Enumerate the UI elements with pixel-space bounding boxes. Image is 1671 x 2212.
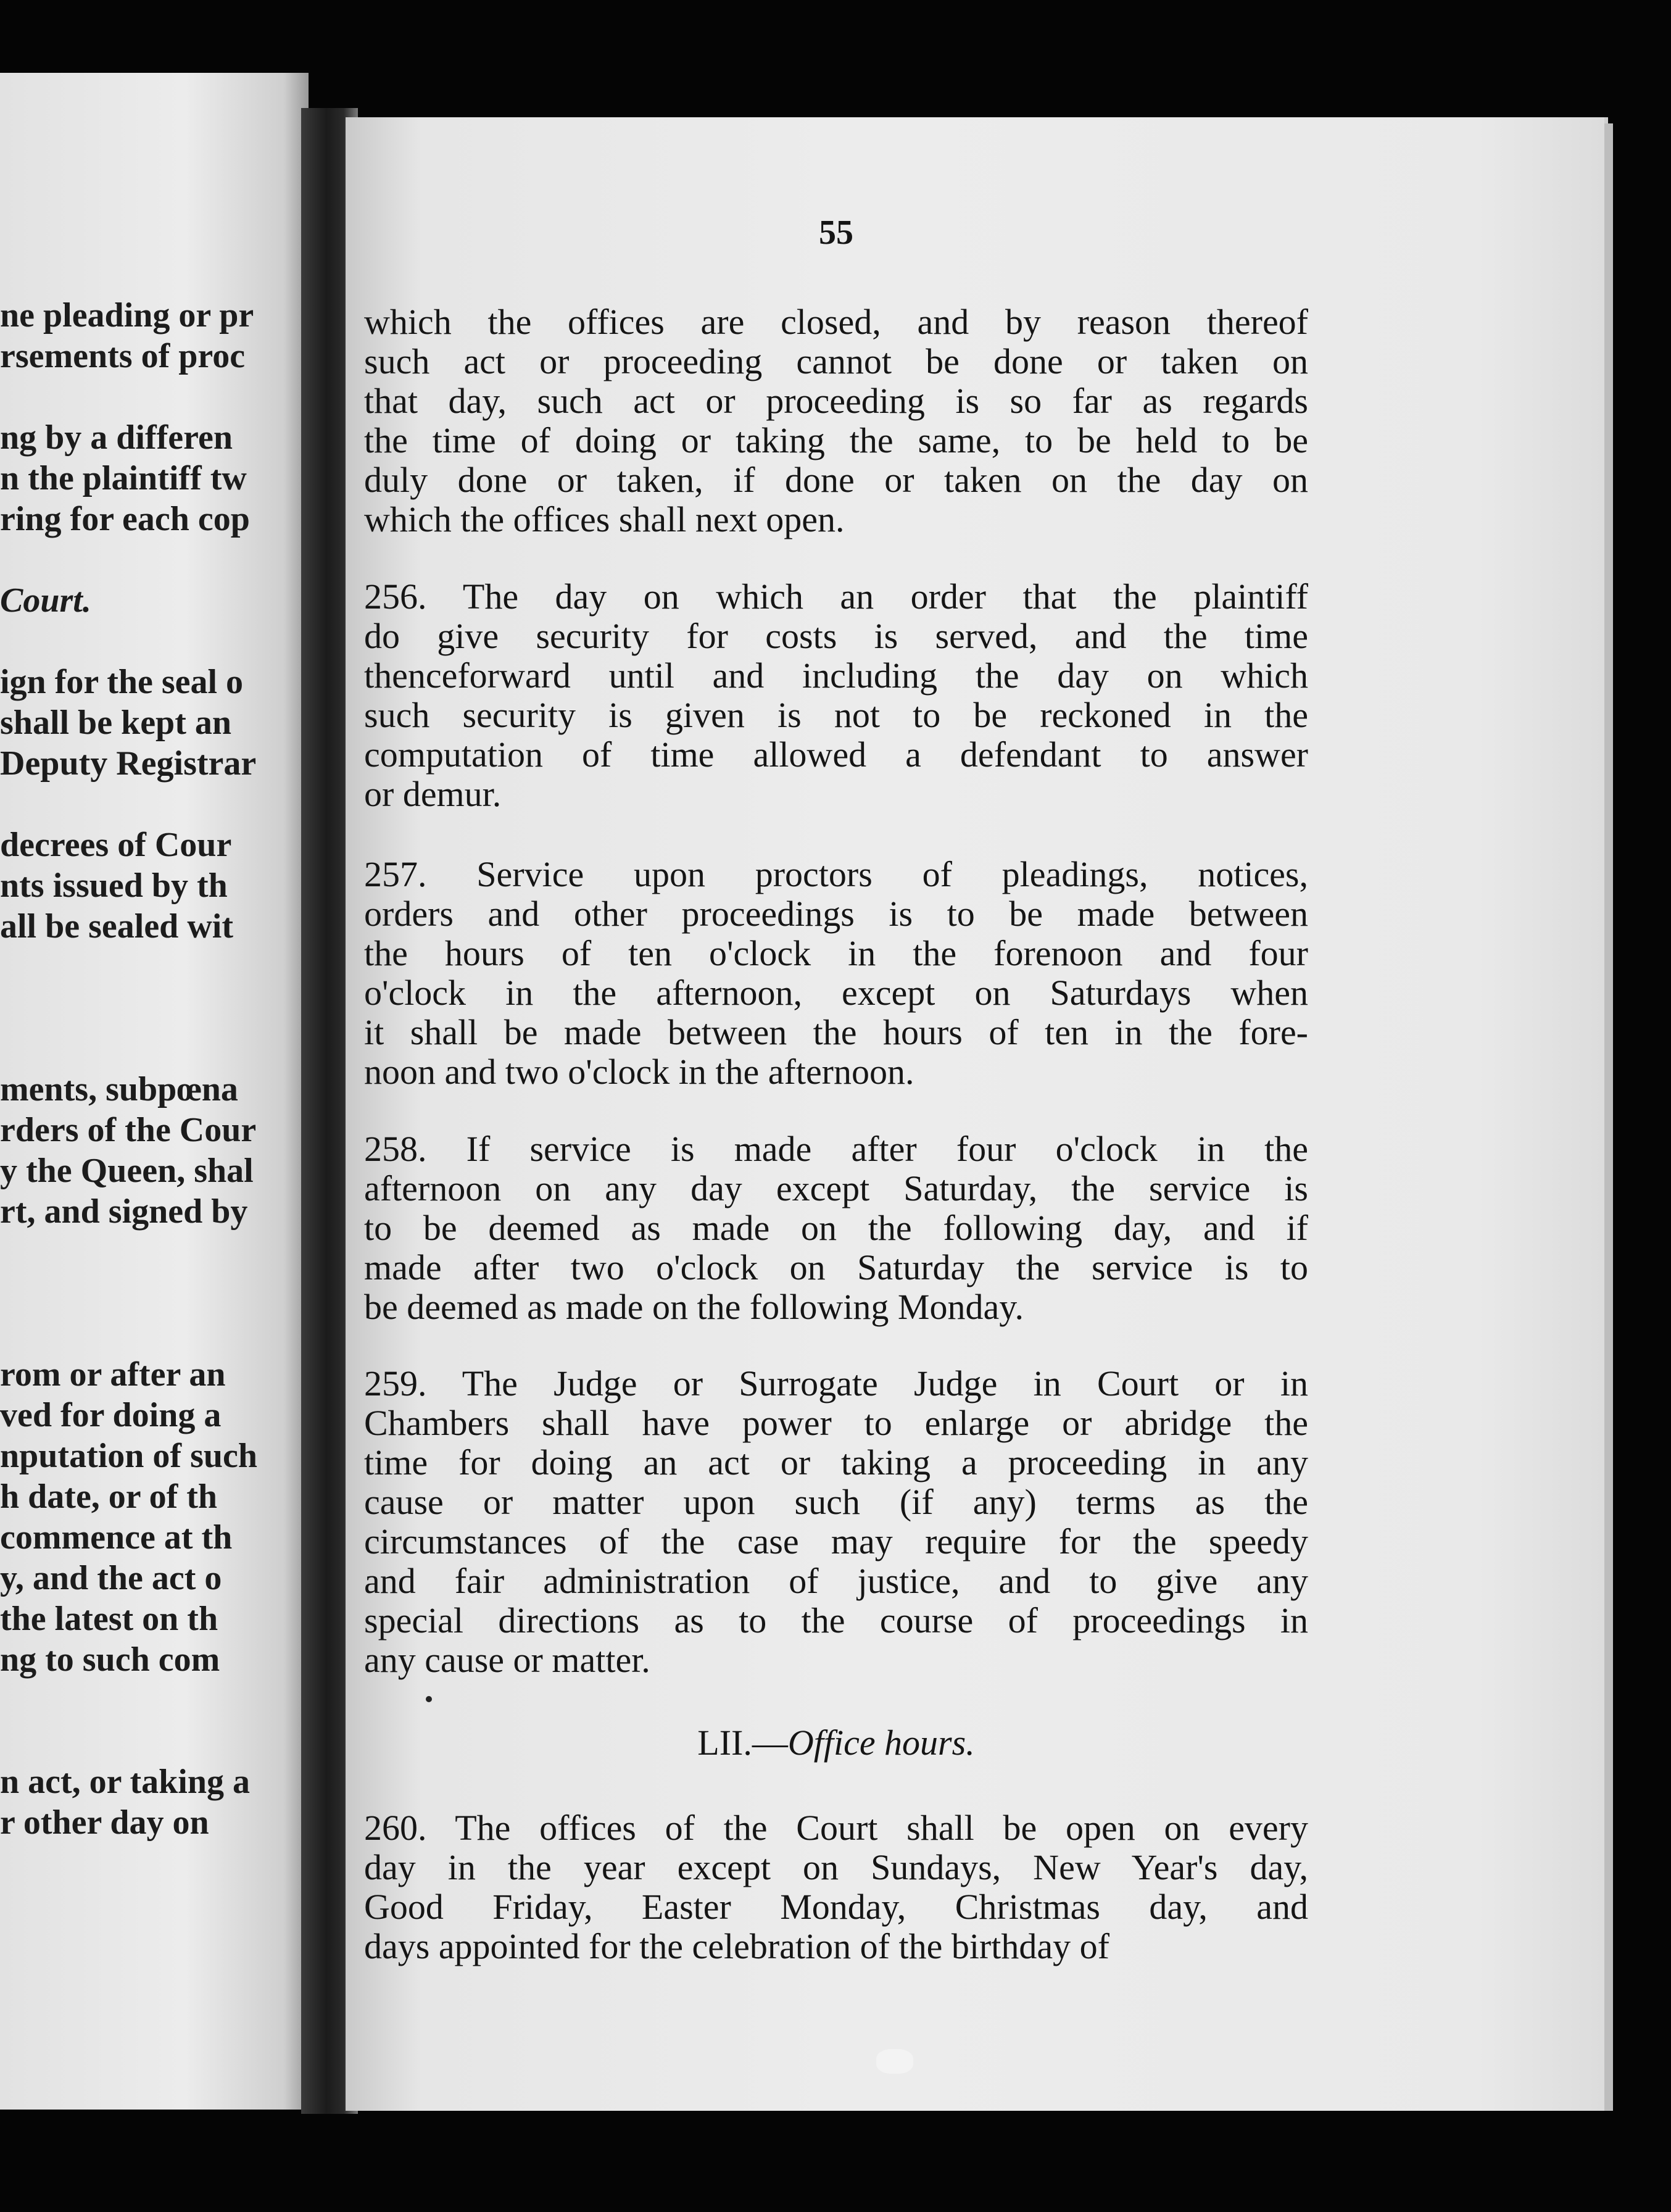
left-page-line: ng by a differen (0, 418, 233, 457)
left-page-line: ne pleading or pr (0, 296, 254, 335)
text-line: and fair administration of justice, and to give any (364, 1561, 1308, 1601)
text-line: 257. Service upon proctors of pleadings, notices, (364, 854, 1308, 894)
left-page-line: h date, or of th (0, 1478, 218, 1516)
left-page-line: rom or after an (0, 1355, 226, 1394)
left-page-line: rt, and signed by (0, 1192, 248, 1231)
left-page-line: shall be kept an (0, 704, 231, 742)
text-line: 258. If service is made after four o'clock in the (364, 1129, 1308, 1169)
left-page-line: ved for doing a (0, 1396, 222, 1434)
paragraph-259 (364, 1364, 1308, 1680)
paragraph-260 (364, 1808, 1308, 1966)
text-line: days appointed for the celebration of the birthday of (364, 1926, 1109, 1966)
facing-page-left (0, 73, 309, 2110)
text-line: that day, such act or proceeding is so far as regards (364, 381, 1308, 421)
text-line: time for doing an act or taking a proceeding in any (364, 1442, 1308, 1482)
left-page-line: Court. (0, 581, 91, 620)
text-line: which the offices are closed, and by reason thereof (364, 302, 1308, 342)
text-line: afternoon on any day except Saturday, the service is (364, 1168, 1308, 1208)
ink-speck (426, 1696, 432, 1702)
left-page-line: y the Queen, shal (0, 1152, 254, 1190)
left-page-line: ign for the seal o (0, 663, 244, 701)
left-page-line: the latest on th (0, 1600, 218, 1638)
page-number: 55 (819, 214, 853, 252)
text-line: day in the year except on Sundays, New Year's day, (364, 1847, 1308, 1887)
left-page-line: ng to such com (0, 1640, 220, 1679)
text-line: 260. The offices of the Court shall be open on every (364, 1808, 1308, 1848)
text-line: orders and other proceedings is to be made between (364, 894, 1308, 934)
left-page-line: Deputy Registrar (0, 744, 257, 783)
left-page-line: n act, or taking a (0, 1763, 250, 1801)
text-line: noon and two o'clock in the afternoon. (364, 1052, 914, 1092)
text-line: cause or matter upon such (if any) terms as the (364, 1482, 1308, 1522)
paper-blemish (876, 2049, 913, 2074)
text-line: Good Friday, Easter Monday, Christmas day, and (364, 1887, 1308, 1927)
left-page-line: rders of the Cour (0, 1111, 257, 1149)
left-page-line: nts issued by th (0, 867, 228, 905)
text-line: which the offices shall next open. (364, 499, 845, 539)
text-line: Chambers shall have power to enlarge or abridge the (364, 1403, 1308, 1443)
text-line: duly done or taken, if done or taken on the day on (364, 460, 1308, 500)
left-page-line: rsements of proc (0, 337, 246, 375)
text-line: such security is given is not to be reckoned in the (364, 695, 1308, 735)
text-line: to be deemed as made on the following day, and if (364, 1208, 1308, 1248)
section-heading (364, 1722, 1308, 1763)
left-page-line: y, and the act o (0, 1559, 222, 1597)
left-page-line: commence at th (0, 1518, 233, 1557)
left-page-line: ments, subpœna (0, 1070, 238, 1108)
paragraph-257 (364, 855, 1308, 1092)
section-numeral: LII.— (697, 1723, 788, 1763)
text-line: do give security for costs is served, and the time (364, 616, 1308, 656)
left-page-line: all be sealed wit (0, 907, 233, 946)
paragraph-256 (364, 577, 1308, 814)
text-line: be deemed as made on the following Monday. (364, 1287, 1024, 1327)
text-line: such act or proceeding cannot be done or taken on (364, 341, 1308, 381)
left-page-line: ring for each cop (0, 500, 250, 538)
text-line: the time of doing or taking the same, to be held to be (364, 420, 1308, 460)
section-title: Office hours. (787, 1723, 975, 1763)
left-page-line: n the plaintiff tw (0, 459, 247, 497)
left-page-line: decrees of Cour (0, 826, 232, 864)
paragraph-258 (364, 1129, 1308, 1327)
text-line: special directions as to the course of proceedings in (364, 1600, 1308, 1640)
paragraph-continuation (364, 302, 1308, 539)
text-line: 256. The day on which an order that the plaintiff (364, 576, 1308, 617)
page-edge (1604, 123, 1613, 2111)
left-page-line: r other day on (0, 1803, 209, 1842)
text-line: computation of time allowed a defendant to answer (364, 734, 1308, 775)
text-line: any cause or matter. (364, 1640, 650, 1680)
left-page-line: nputation of such (0, 1437, 258, 1475)
text-line: o'clock in the afternoon, except on Saturdays when (364, 973, 1308, 1013)
text-line: 259. The Judge or Surrogate Judge in Court or in (364, 1363, 1308, 1403)
text-line: thenceforward until and including the day on which (364, 655, 1308, 696)
text-line: made after two o'clock on Saturday the service is to (364, 1247, 1308, 1287)
text-line: circumstances of the case may require for the speedy (364, 1521, 1308, 1561)
text-line: the hours of ten o'clock in the forenoon and four (364, 933, 1308, 973)
text-line: or demur. (364, 774, 502, 814)
text-line: it shall be made between the hours of ten in the fore- (364, 1012, 1308, 1052)
